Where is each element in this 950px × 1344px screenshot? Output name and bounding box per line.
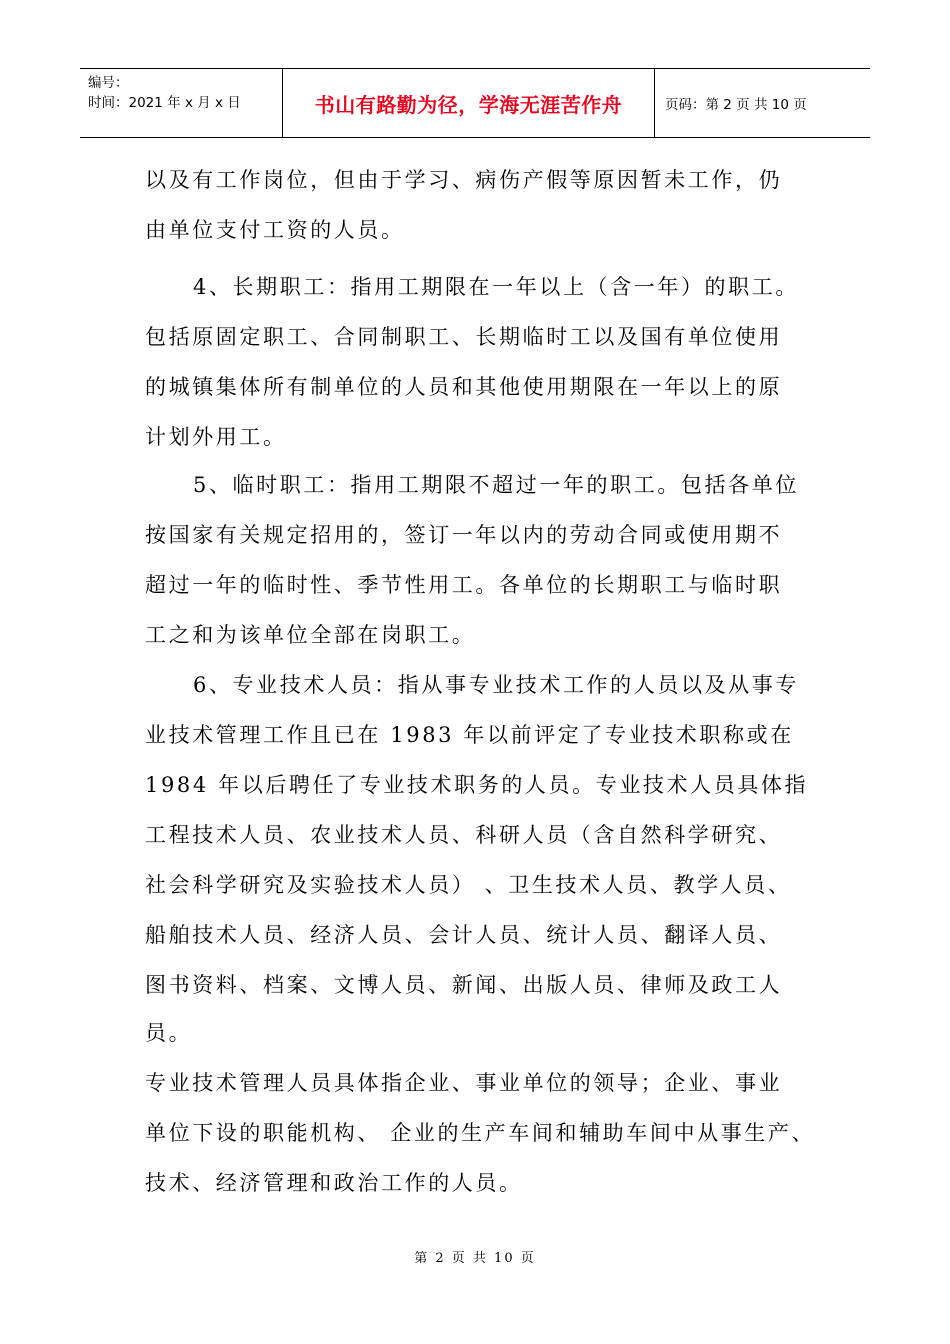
page-header [80,68,870,138]
body-line: 4、长期职工：指用工期限在一年以上（含一年）的职工。 [193,275,799,299]
body-line: 专业技术管理人员具体指企业、事业单位的领导；企业、事业 [145,1071,783,1095]
body-line: 的城镇集体所有制单位的人员和其他使用期限在一年以上的原 [145,375,783,399]
body-line: 6、专业技术人员：指从事专业技术工作的人员以及从事专 [193,673,799,697]
body-line: 包括原固定职工、合同制职工、长期临时工以及国有单位使用 [145,325,783,349]
body-line: 1984 年以后聘任了专业技术职务的人员。专业技术人员具体指 [145,773,809,797]
body-line: 工程技术人员、农业技术人员、科研人员（含自然科学研究、 [145,823,783,847]
body-line: 图书资料、档案、文博人员、新闻、出版人员、律师及政工人 [145,973,783,997]
header-motto: 书山有路勤为径，学海无涯苦作舟 [283,69,655,137]
body-line: 业技术管理工作且已在 1983 年以前评定了专业技术职称或在 [145,723,794,747]
body-line: 以及有工作岗位，但由于学习、病伤产假等原因暂未工作，仍 [145,168,783,192]
body-line: 按国家有关规定招用的，签订一年以内的劳动合同或使用期不 [145,523,783,547]
body-line: 船舶技术人员、经济人员、会计人员、统计人员、翻译人员、 [145,923,783,947]
body-line: 单位下设的职能机构、 企业的生产车间和辅助车间中从事生产、 [145,1121,816,1145]
header-page-number: 页码：第 2 页 共 10 页 [665,97,807,113]
header-meta [80,69,283,137]
body-line: 计划外用工。 [145,425,287,449]
document-number: 编号： [88,75,129,91]
body-line: 5、临时职工：指用工期限不超过一年的职工。包括各单位 [193,473,799,497]
body-line: 超过一年的临时性、季节性用工。各单位的长期职工与临时职 [145,573,783,597]
body-line: 员。 [145,1021,193,1045]
body-line: 由单位支付工资的人员。 [145,218,405,242]
body-line: 工之和为该单位全部在岗职工。 [145,623,476,647]
document-date: 时间：2021 年 x 月 x 日 [88,95,241,111]
page-footer: 第 2 页 共 10 页 [414,1251,536,1266]
body-line: 技术、经济管理和政治工作的人员。 [145,1171,523,1195]
body-line: 社会科学研究及实验技术人员） 、卫生技术人员、教学人员、 [145,873,792,897]
